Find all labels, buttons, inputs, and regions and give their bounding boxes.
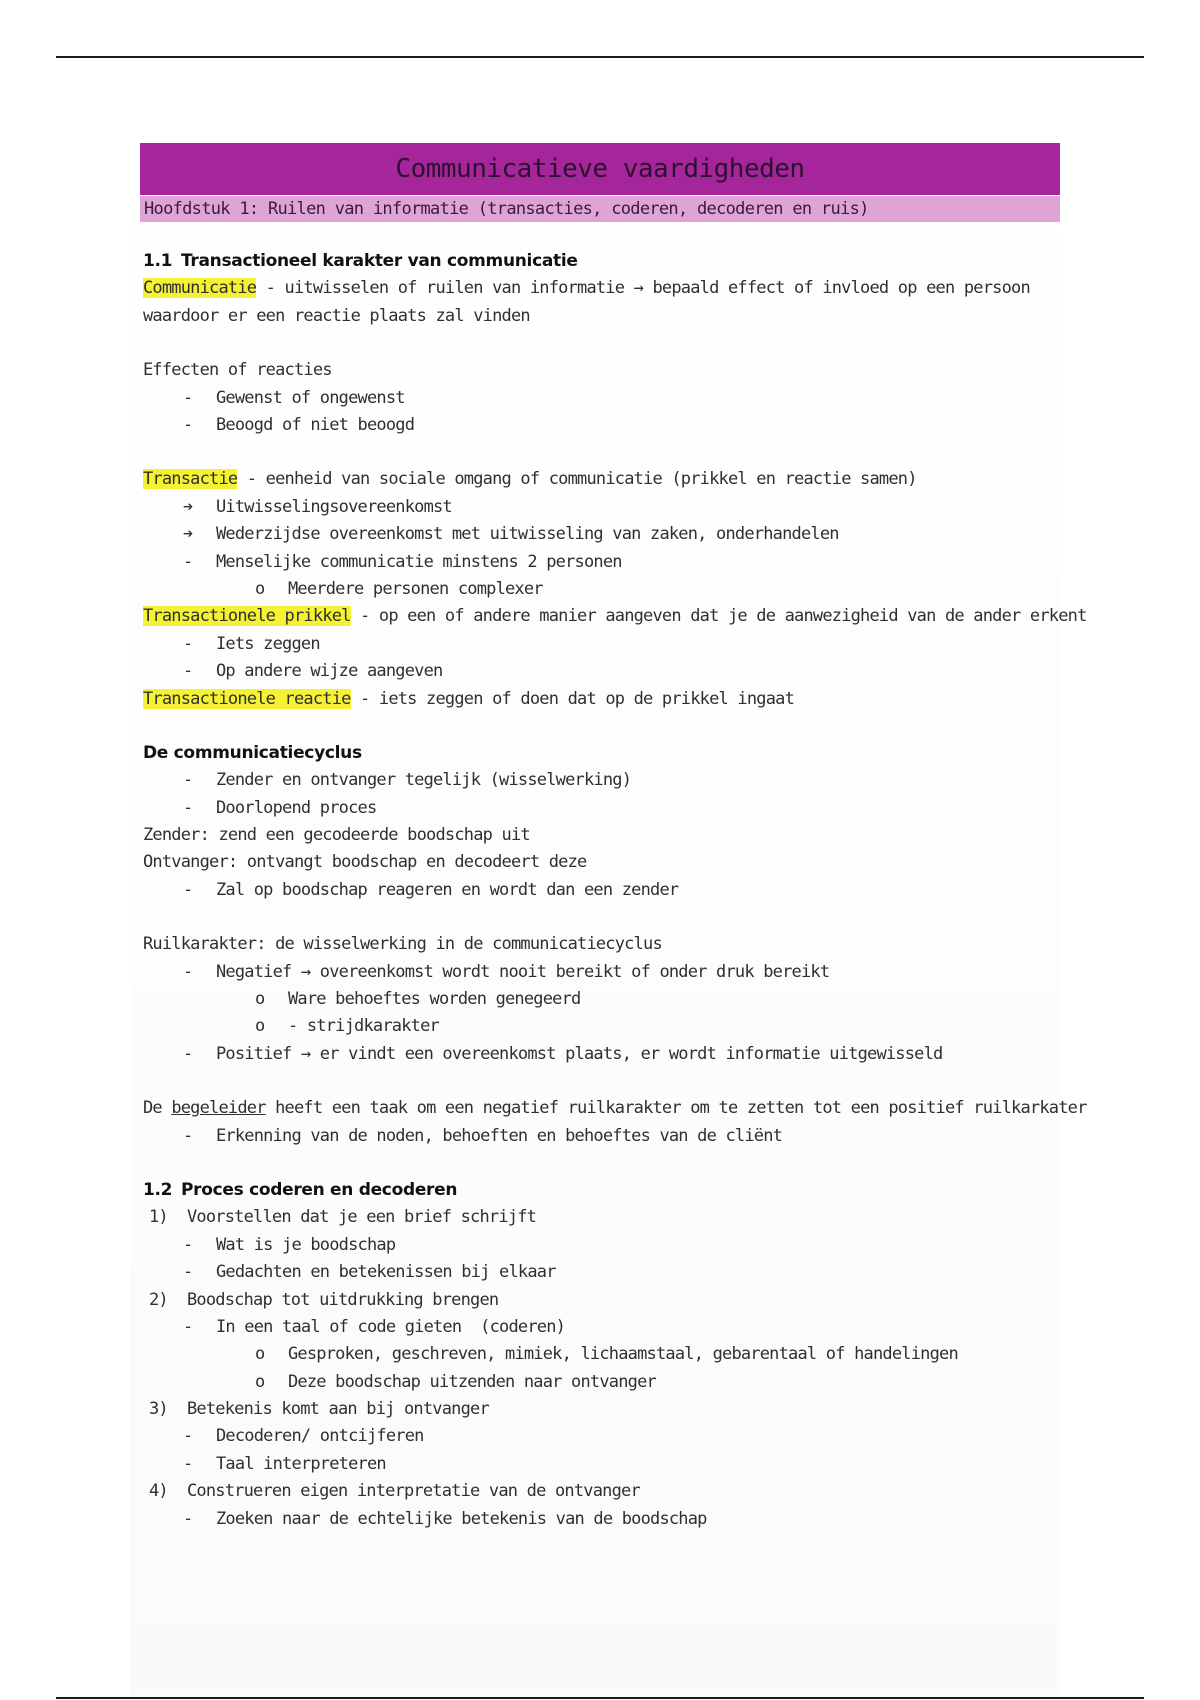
list-item: - Taal interpreteren — [143, 1451, 1063, 1478]
circle-bullet: o — [255, 1344, 265, 1365]
chapter-text: Hoofdstuk 1: Ruilen van informatie (transacties, coderen, decoderen en ruis) — [144, 199, 869, 219]
sub-list-item: o Meerdere personen complexer — [143, 576, 1063, 603]
list-item: - Wat is je boodschap — [143, 1232, 1063, 1259]
highlighted-term: Transactie — [143, 469, 238, 490]
dash-bullet: - — [183, 1262, 193, 1283]
dash-bullet: - — [183, 661, 193, 682]
dash-bullet: - — [183, 879, 193, 900]
dash-bullet: - — [183, 1508, 193, 1529]
arrow-bullet-icon: ➔ — [183, 496, 193, 517]
chapter-heading — [140, 196, 1060, 222]
sub-list-item: o Ware behoeftes worden genegeerd — [143, 986, 1063, 1013]
list-item: - Positief → er vindt een overeenkomst plaats, er wordt informatie uitgewisseld — [143, 1041, 1063, 1068]
highlighted-term: Transactionele reactie — [143, 688, 351, 709]
sub-list-item: o Gesproken, geschreven, mimiek, lichaamstaal, gebarentaal of handelingen — [143, 1341, 1063, 1368]
definition-prikkel: Transactionele prikkel - op een of andere manier aangeven dat je de aanwezigheid van de ander erkent — [143, 606, 1087, 627]
dash-bullet: - — [183, 387, 193, 408]
highlighted-term: Communicatie — [143, 278, 257, 299]
document-title — [140, 143, 1060, 195]
list-item: ➔ Wederzijdse overeenkomst met uitwisseling van zaken, onderhandelen — [143, 521, 1063, 548]
numbered-item: 3) Betekenis komt aan bij ontvanger — [149, 1399, 489, 1420]
list-item: - Erkenning van de noden, behoeften en behoeftes van de cliënt — [143, 1123, 1063, 1150]
definition-communicatie: Communicatie - uitwisselen of ruilen van informatie → bepaald effect of invloed op een persoon waardoor er een reactie plaats zal vinden — [143, 278, 1030, 326]
list-item: - Doorlopend proces — [143, 795, 1063, 822]
list-item: - Zal op boodschap reageren en wordt dan een zender — [143, 877, 1063, 904]
ruilkarakter-line: Ruilkarakter: de wisselwerking in de communicatiecyclus — [143, 934, 662, 955]
top-rule — [56, 56, 1144, 58]
dash-bullet: - — [183, 1316, 193, 1337]
document-body — [143, 248, 1087, 1533]
begeleider-line: De begeleider heeft een taak om een negatief ruilkarakter om te zetten tot een positief ruilkarkater — [143, 1098, 1087, 1119]
list-item: - Iets zeggen — [143, 631, 1063, 658]
arrow-bullet-icon: ➔ — [183, 524, 193, 545]
zender-line: Zender: zend een gecodeerde boodschap uit — [143, 825, 530, 846]
list-item: - Op andere wijze aangeven — [143, 658, 1063, 685]
dash-bullet: - — [183, 1234, 193, 1255]
list-item: - Zender en ontvanger tegelijk (wisselwerking) — [143, 767, 1063, 794]
circle-bullet: o — [255, 578, 265, 599]
underlined-term: begeleider — [171, 1098, 266, 1119]
dash-bullet: - — [183, 961, 193, 982]
sub-list-item: o Deze boodschap uitzenden naar ontvanger — [143, 1369, 1063, 1396]
highlighted-term: Transactionele prikkel — [143, 606, 351, 627]
dash-bullet: - — [183, 770, 193, 791]
section-heading-1-2: 1.2 Proces coderen en decoderen — [143, 1179, 458, 1200]
bottom-rule — [56, 1697, 1144, 1699]
dash-bullet: - — [183, 551, 193, 572]
circle-bullet: o — [255, 1371, 265, 1392]
numbered-item: 1) Voorstellen dat je een brief schrijft — [149, 1207, 537, 1228]
section-heading-1-1: 1.1 Transactioneel karakter van communicatie — [143, 251, 578, 271]
numbered-item: 4) Construeren eigen interpretatie van de ontvanger — [149, 1481, 640, 1502]
definition-reactie: Transactionele reactie - iets zeggen of doen dat op de prikkel ingaat — [143, 688, 795, 709]
list-item: - Beoogd of niet beoogd — [143, 412, 1063, 439]
list-item: ➔ Uitwisselingsovereenkomst — [143, 494, 1063, 521]
dash-bullet: - — [183, 1426, 193, 1447]
dash-bullet: - — [183, 633, 193, 654]
definition-transactie: Transactie - eenheid van sociale omgang of communicatie (prikkel en reactie samen) — [143, 469, 917, 490]
list-item: - Gewenst of ongewenst — [143, 385, 1063, 412]
list-item: - In een taal of code gieten (coderen) — [143, 1314, 1063, 1341]
circle-bullet: o — [255, 1016, 265, 1037]
title-text: Communicatieve vaardigheden — [395, 154, 805, 184]
dash-bullet: - — [183, 414, 193, 435]
sub-list-item: o - strijdkarakter — [143, 1013, 1063, 1040]
circle-bullet: o — [255, 989, 265, 1010]
dash-bullet: - — [183, 1125, 193, 1146]
ontvanger-line: Ontvanger: ontvangt boodschap en decodeert deze — [143, 852, 587, 873]
dash-bullet: - — [183, 1453, 193, 1474]
dash-bullet: - — [183, 797, 193, 818]
list-item: - Zoeken naar de echtelijke betekenis van de boodschap — [143, 1506, 1063, 1533]
effecten-label: Effecten of reacties — [143, 360, 332, 381]
numbered-item: 2) Boodschap tot uitdrukking brengen — [149, 1289, 499, 1310]
dash-bullet: - — [183, 1043, 193, 1064]
list-item: - Negatief → overeenkomst wordt nooit bereikt of onder druk bereikt — [143, 959, 1063, 986]
list-item: - Gedachten en betekenissen bij elkaar — [143, 1259, 1063, 1286]
subheading-communicatiecyclus: De communicatiecyclus — [143, 742, 362, 763]
list-item: - Decoderen/ ontcijferen — [143, 1423, 1063, 1450]
list-item: - Menselijke communicatie minstens 2 personen — [143, 549, 1063, 576]
